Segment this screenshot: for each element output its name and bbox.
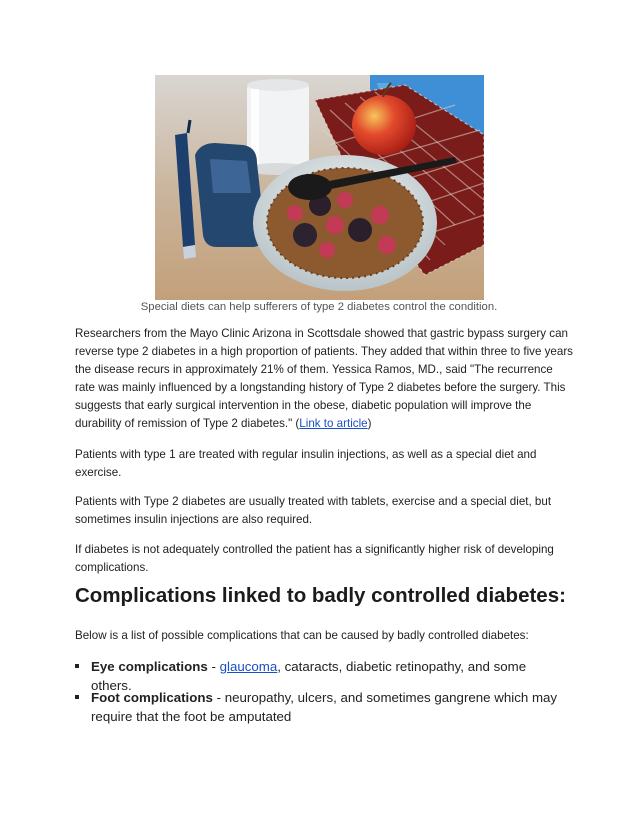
bullet-text: , cataracts, diabetic retinopathy, and some others. [91,659,527,693]
bullet-text: - neuropathy, ulcers, and sometimes gangrene which may require that the foot be amputated [91,690,558,724]
image-caption: Special diets can help sufferers of type 2 diabetes control the condition. [140,301,498,313]
bullet-title: Eye complications [91,659,208,674]
glaucoma-link[interactable]: glaucoma [219,659,278,674]
bullet-separator: - [207,659,220,674]
link-to-article[interactable]: Link to article [299,417,368,430]
paragraph-complications-risk: If diabetes is not adequately controlled the patient has a significantly higher risk of developing complications. [75,543,554,574]
bullet-title: Foot complications [91,690,213,705]
section-intro: Below is a list of possible complications that can be caused by badly controlled diabetes: [75,629,529,642]
paragraph-type2: Patients with Type 2 diabetes are usually treated with tablets, exercise and a special diet, but sometimes insulin injections are also required. [75,495,552,526]
diabetes-diet-photo [155,75,484,300]
paragraph-text-end: ) [367,417,372,430]
bullet-marker [75,664,79,668]
paragraph-type1: Patients with type 1 are treated with regular insulin injections, as well as a special diet and exercise. [75,448,537,479]
paragraph-text: Researchers from the Mayo Clinic Arizona in Scottsdale showed that gastric bypass surgery can reverse type 2 diabetes in a high proportion of patients. They added that within three to five years the disease recurs in approximately 21% of them. Yessica Ramos, MD., said "The recurrence rate was mainly influenced by a longstanding history of Type 2 diabetes before the surgery. This suggests that early surgical intervention in the obese, diabetic population will improve the durability of remission of Type 2 diabetes." ( [75,327,573,430]
bullet-marker [75,695,79,699]
section-heading: Complications linked to badly controlled diabetes: [75,584,566,607]
cereal-bowl [253,155,437,291]
paragraph-mayo-clinic [75,325,575,433]
